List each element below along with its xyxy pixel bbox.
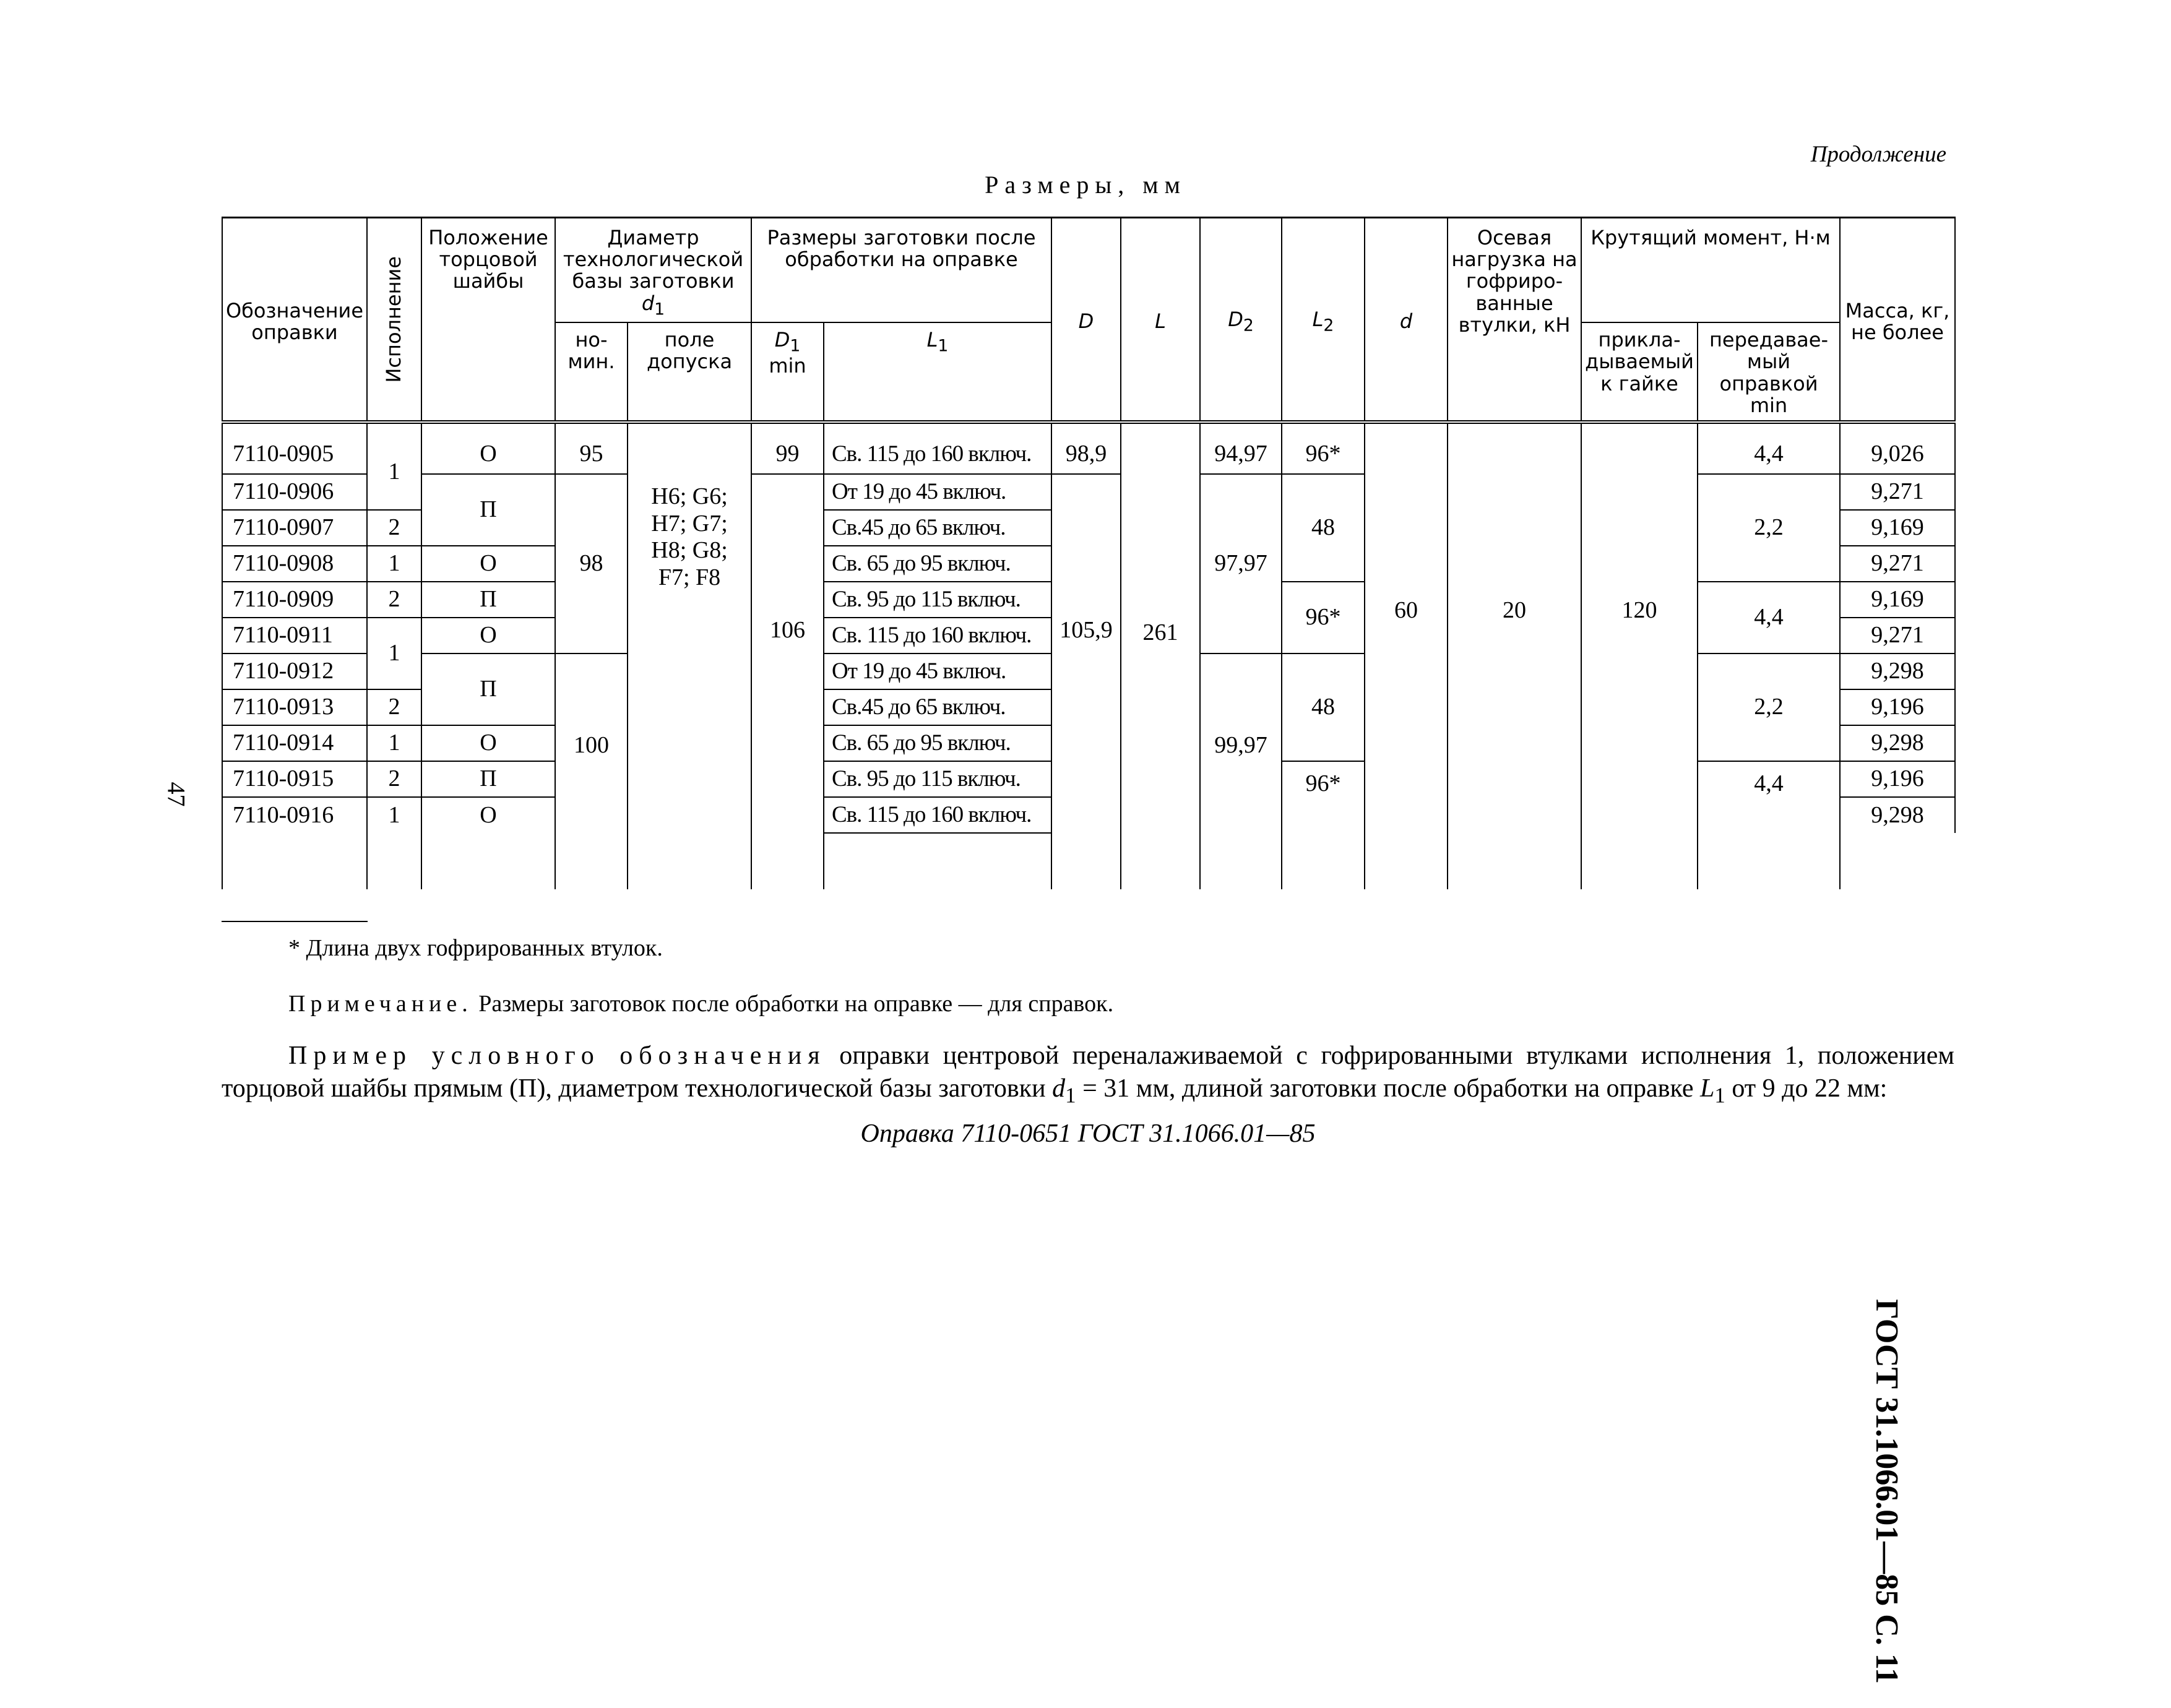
position-cell: О bbox=[421, 422, 555, 474]
L2-cell: 96* bbox=[1282, 422, 1365, 474]
designation-cell: 7110-0907 bbox=[222, 510, 367, 546]
example-text-1: оправки центровой переналаживаемой с гофрированными втулками исполнения 1, положением торцовой шайбы прямым (П), диаметром технологической базы заготовки bbox=[222, 1042, 1954, 1103]
L2-cell: 48 bbox=[1282, 474, 1365, 582]
header-base-diameter-text: Диаметр технологической базы заготовки bbox=[563, 226, 744, 293]
transmitted-torque-cell: 2,2 bbox=[1698, 653, 1840, 761]
note-text: Размеры заготовок после обработки на оправке — для справок. bbox=[472, 991, 1114, 1017]
transmitted-torque-cell: 4,4 bbox=[1698, 761, 1840, 889]
header-d1min-suffix: min bbox=[769, 354, 806, 377]
header-L2-symbol: L bbox=[1312, 308, 1324, 332]
mandrel-dimensions-table bbox=[222, 217, 1956, 889]
position-cell: О bbox=[421, 546, 555, 582]
D2-cell: 97,97 bbox=[1200, 474, 1282, 653]
version-cell: 2 bbox=[367, 582, 421, 618]
example-l1-sub: 1 bbox=[1714, 1082, 1725, 1107]
version-cell: 1 bbox=[367, 618, 421, 689]
mass-cell: 9,298 bbox=[1840, 653, 1955, 689]
version-cell: 2 bbox=[367, 689, 421, 725]
header-L2-sub: 2 bbox=[1323, 316, 1334, 335]
position-cell: О bbox=[421, 725, 555, 761]
header-d1min bbox=[751, 322, 824, 422]
header-D-symbol: D bbox=[1078, 309, 1094, 334]
transmitted-torque-cell: 2,2 bbox=[1698, 474, 1840, 582]
designation-cell: 7110-0915 bbox=[222, 761, 367, 797]
position-cell: О bbox=[421, 797, 555, 833]
version-cell: 1 bbox=[367, 422, 421, 510]
mass-cell: 9,196 bbox=[1840, 689, 1955, 725]
header-L-symbol: L bbox=[1155, 309, 1166, 334]
position-cell: П bbox=[421, 582, 555, 618]
header-D2 bbox=[1200, 218, 1282, 423]
d-cell: 60 bbox=[1365, 422, 1448, 889]
mass-cell: 9,169 bbox=[1840, 582, 1955, 618]
d1min-cell: 106 bbox=[751, 474, 824, 833]
axial-load-cell: 20 bbox=[1448, 422, 1581, 889]
transmitted-torque-cell: 4,4 bbox=[1698, 582, 1840, 653]
header-axial-load: Осевая нагрузка на гофриро- ванные втулки, кН bbox=[1448, 218, 1581, 423]
header-version bbox=[367, 218, 421, 423]
l1-cell: Св. 95 до 115 включ. bbox=[824, 582, 1051, 618]
designation-cell: 7110-0905 bbox=[222, 422, 367, 474]
header-transmitted: передавае- мый оправкой min bbox=[1698, 322, 1840, 422]
position-cell: О bbox=[421, 618, 555, 653]
designation-cell: 7110-0916 bbox=[222, 797, 367, 833]
note bbox=[288, 990, 1113, 1017]
l1-cell: Св. 115 до 160 включ. bbox=[824, 618, 1051, 653]
version-cell: 2 bbox=[367, 761, 421, 797]
side-header: ГОСТ 31.1066.01—85 С. 11 bbox=[1869, 1299, 1904, 1684]
position-cell: П bbox=[421, 474, 555, 546]
header-tolerance: поле допуска bbox=[628, 322, 751, 422]
sizes-caption: Размеры, мм bbox=[985, 171, 1186, 199]
header-l1-sub: 1 bbox=[938, 336, 949, 356]
note-label: Примечание. bbox=[288, 991, 473, 1017]
header-base-diameter-sub: 1 bbox=[654, 299, 665, 319]
position-cell: П bbox=[421, 761, 555, 797]
d1min-cell: 99 bbox=[751, 422, 824, 474]
header-D bbox=[1051, 218, 1121, 423]
header-blank-sizes: Размеры заготовки после обработки на оправке bbox=[751, 218, 1051, 323]
designation-cell: 7110-0909 bbox=[222, 582, 367, 618]
example-text-2: = 31 мм, длиной заготовки после обработки на оправке bbox=[1076, 1074, 1700, 1103]
nominal-cell: 98 bbox=[555, 474, 628, 653]
example-d1-sub: 1 bbox=[1065, 1082, 1076, 1107]
tolerance-line: F7; F8 bbox=[658, 564, 721, 591]
header-mass: Масса, кг, не более bbox=[1840, 218, 1955, 423]
version-cell: 1 bbox=[367, 725, 421, 761]
designation-cell: 7110-0914 bbox=[222, 725, 367, 761]
version-cell: 1 bbox=[367, 546, 421, 582]
header-nominal: но- мин. bbox=[555, 322, 628, 422]
tolerance-line: H7; G7; bbox=[651, 510, 728, 537]
header-torque: Крутящий момент, Н·м bbox=[1581, 218, 1840, 323]
l1-cell: От 19 до 45 включ. bbox=[824, 474, 1051, 510]
version-cell: 1 bbox=[367, 797, 421, 833]
mass-cell: 9,271 bbox=[1840, 618, 1955, 653]
mass-cell: 9,298 bbox=[1840, 797, 1955, 833]
L-cell: 261 bbox=[1121, 422, 1200, 889]
l1-cell: Св. 95 до 115 включ. bbox=[824, 761, 1051, 797]
header-d1min-symbol: D bbox=[774, 328, 790, 352]
tolerance-cell bbox=[628, 422, 751, 889]
example-paragraph bbox=[222, 1040, 1954, 1109]
designation-cell: 7110-0913 bbox=[222, 689, 367, 725]
header-washer-position: Положение торцовой шайбы bbox=[421, 218, 555, 423]
D2-cell: 99,97 bbox=[1200, 653, 1282, 889]
l1-cell: Св. 65 до 95 включ. bbox=[824, 546, 1051, 582]
L2-cell: 96* bbox=[1282, 582, 1365, 653]
D-cell: 105,9 bbox=[1051, 474, 1121, 833]
example-label: Пример условного обозначения bbox=[288, 1042, 826, 1070]
header-base-diameter-symbol: d bbox=[641, 291, 655, 315]
mass-cell: 9,298 bbox=[1840, 725, 1955, 761]
footnote: * Длина двух гофрированных втулок. bbox=[288, 935, 663, 961]
header-version-text: Исполнение bbox=[382, 256, 406, 383]
mass-cell: 9,026 bbox=[1840, 422, 1955, 474]
mass-cell: 9,196 bbox=[1840, 761, 1955, 797]
l1-cell: Св.45 до 65 включ. bbox=[824, 689, 1051, 725]
transmitted-torque-cell: 4,4 bbox=[1698, 422, 1840, 474]
version-cell: 2 bbox=[367, 510, 421, 546]
header-l1 bbox=[824, 322, 1051, 422]
page-number: 47 bbox=[162, 782, 191, 807]
mass-cell: 9,271 bbox=[1840, 546, 1955, 582]
header-d bbox=[1365, 218, 1448, 423]
example-designation: Оправка 7110-0651 ГОСТ 31.1066.01—85 bbox=[860, 1119, 1316, 1148]
l1-cell: Св. 65 до 95 включ. bbox=[824, 725, 1051, 761]
L2-cell: 48 bbox=[1282, 653, 1365, 761]
continuation-label: Продолжение bbox=[1810, 142, 1946, 167]
designation-cell: 7110-0908 bbox=[222, 546, 367, 582]
tolerance-line: H8; G8; bbox=[651, 537, 728, 564]
applied-torque-cell: 120 bbox=[1581, 422, 1698, 889]
example-d1-symbol: d bbox=[1052, 1074, 1066, 1103]
header-L2 bbox=[1282, 218, 1365, 423]
mass-cell: 9,169 bbox=[1840, 510, 1955, 546]
l1-cell: Св.45 до 65 включ. bbox=[824, 510, 1051, 546]
header-D2-sub: 2 bbox=[1243, 316, 1254, 335]
l1-cell: От 19 до 45 включ. bbox=[824, 653, 1051, 689]
header-designation: Обозначение оправки bbox=[222, 218, 367, 423]
designation-cell: 7110-0912 bbox=[222, 653, 367, 689]
nominal-cell: 100 bbox=[555, 653, 628, 889]
position-cell: П bbox=[421, 653, 555, 725]
example-l1-symbol: L bbox=[1699, 1074, 1715, 1103]
header-l1-symbol: L bbox=[926, 328, 938, 352]
L2-cell: 96* bbox=[1282, 761, 1365, 889]
D-cell: 98,9 bbox=[1051, 422, 1121, 474]
table-row bbox=[222, 422, 1955, 474]
designation-cell: 7110-0906 bbox=[222, 474, 367, 510]
footnote-divider bbox=[222, 921, 368, 922]
l1-cell: Св. 115 до 160 включ. bbox=[824, 797, 1051, 833]
example-text-3: от 9 до 22 мм: bbox=[1725, 1074, 1888, 1103]
tolerance-line: H6; G6; bbox=[651, 483, 728, 510]
header-L bbox=[1121, 218, 1200, 423]
mass-cell: 9,271 bbox=[1840, 474, 1955, 510]
header-d-symbol: d bbox=[1399, 309, 1413, 334]
D2-cell: 94,97 bbox=[1200, 422, 1282, 474]
designation-cell: 7110-0911 bbox=[222, 618, 367, 653]
header-D2-symbol: D bbox=[1228, 308, 1243, 332]
nominal-cell: 95 bbox=[555, 422, 628, 474]
header-d1min-sub: 1 bbox=[790, 336, 801, 356]
l1-cell: Св. 115 до 160 включ. bbox=[824, 422, 1051, 474]
header-base-diameter bbox=[555, 218, 751, 323]
designation-example bbox=[222, 1040, 1954, 1150]
header-applied: прикла- дываемый к гайке bbox=[1581, 322, 1698, 422]
